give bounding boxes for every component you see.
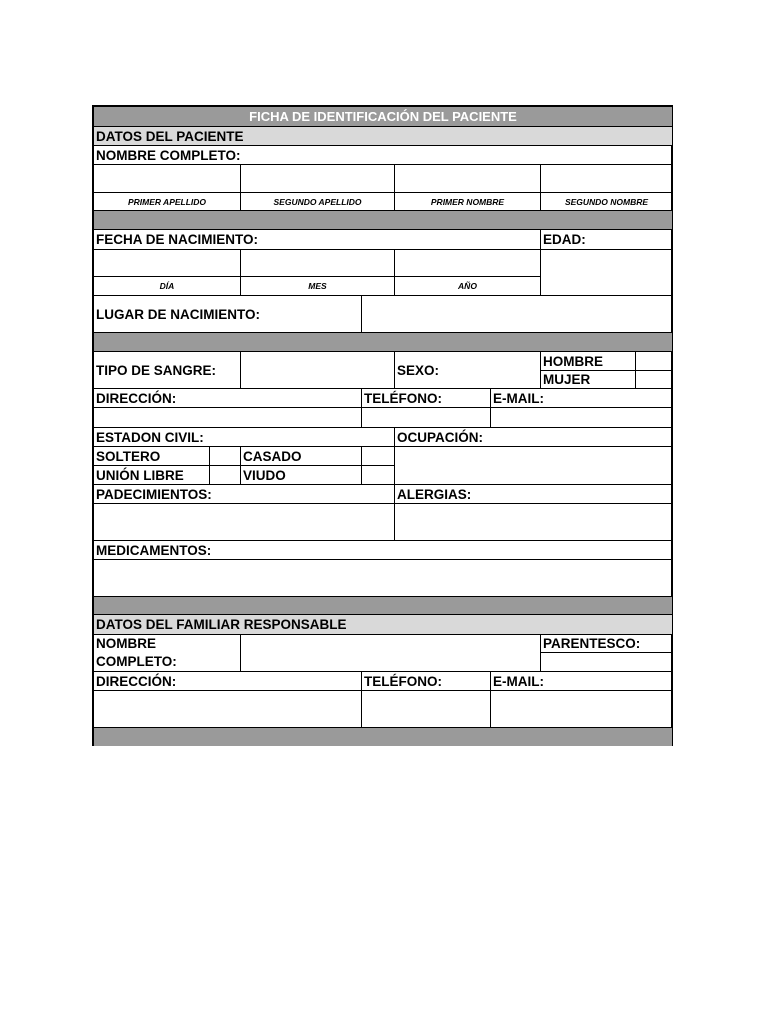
year-caption: AÑO	[395, 277, 541, 296]
full-name-label: NOMBRE COMPLETO:	[94, 146, 673, 165]
civil-option-married: CASADO	[241, 447, 362, 466]
civil-status-label: ESTADON CIVIL:	[94, 428, 395, 447]
married-checkbox[interactable]	[362, 447, 395, 466]
family-address-field[interactable]	[94, 691, 362, 728]
second-surname-caption: SEGUNDO APELLIDO	[241, 193, 395, 211]
family-phone-field[interactable]	[362, 691, 491, 728]
birth-date-label: FECHA DE NACIMIENTO:	[94, 230, 541, 250]
second-name-field[interactable]	[541, 165, 673, 193]
sex-label: SEXO:	[395, 352, 541, 389]
separator-band	[94, 211, 673, 230]
occupation-label: OCUPACIÓN:	[395, 428, 673, 447]
first-surname-field[interactable]	[94, 165, 241, 193]
medications-field[interactable]	[94, 560, 673, 597]
first-name-field[interactable]	[395, 165, 541, 193]
free-union-checkbox[interactable]	[210, 466, 241, 485]
day-field[interactable]	[94, 250, 241, 277]
age-field[interactable]	[541, 250, 673, 296]
family-phone-label: TELÉFONO:	[362, 672, 491, 691]
blood-type-label: TIPO DE SANGRE:	[94, 352, 241, 389]
first-name-caption: PRIMER NOMBRE	[395, 193, 541, 211]
family-email-label: E-MAIL:	[491, 672, 673, 691]
conditions-field[interactable]	[94, 504, 395, 541]
birth-place-field[interactable]	[362, 296, 673, 333]
family-address-label: DIRECCIÓN:	[94, 672, 362, 691]
single-checkbox[interactable]	[210, 447, 241, 466]
civil-option-widowed: VIUDO	[241, 466, 362, 485]
family-name-field[interactable]	[241, 635, 541, 672]
medications-label: MEDICAMENTOS:	[94, 541, 673, 560]
allergies-label: ALERGIAS:	[395, 485, 673, 504]
family-name-label: NOMBRE COMPLETO:	[94, 635, 241, 672]
day-caption: DÍA	[94, 277, 241, 296]
month-caption: MES	[241, 277, 395, 296]
footer-band	[94, 728, 673, 746]
relationship-field[interactable]	[541, 653, 673, 672]
allergies-field[interactable]	[395, 504, 673, 541]
family-section-header: DATOS DEL FAMILIAR RESPONSABLE	[94, 615, 673, 635]
patient-form	[92, 105, 673, 746]
month-field[interactable]	[241, 250, 395, 277]
birth-place-label: LUGAR DE NACIMIENTO:	[94, 296, 362, 333]
phone-field[interactable]	[362, 408, 491, 428]
occupation-field[interactable]	[395, 447, 673, 485]
email-field[interactable]	[491, 408, 673, 428]
second-surname-field[interactable]	[241, 165, 395, 193]
sex-option-female: MUJER	[541, 371, 636, 389]
blood-type-field[interactable]	[241, 352, 395, 389]
year-field[interactable]	[395, 250, 541, 277]
widowed-checkbox[interactable]	[362, 466, 395, 485]
family-email-field[interactable]	[491, 691, 673, 728]
civil-option-free-union: UNIÓN LIBRE	[94, 466, 210, 485]
conditions-label: PADECIMIENTOS:	[94, 485, 395, 504]
email-label: E-MAIL:	[491, 389, 673, 408]
second-name-caption: SEGUNDO NOMBRE	[541, 193, 673, 211]
relationship-label: PARENTESCO:	[541, 635, 673, 653]
address-label: DIRECCIÓN:	[94, 389, 362, 408]
sex-option-male: HOMBRE	[541, 352, 636, 371]
form-title: FICHA DE IDENTIFICACIÓN DEL PACIENTE	[94, 107, 673, 127]
male-checkbox[interactable]	[636, 352, 673, 371]
separator-band	[94, 333, 673, 352]
phone-label: TELÉFONO:	[362, 389, 491, 408]
age-label: EDAD:	[541, 230, 673, 250]
separator-band	[94, 597, 673, 615]
civil-option-single: SOLTERO	[94, 447, 210, 466]
address-field[interactable]	[94, 408, 362, 428]
patient-section-header: DATOS DEL PACIENTE	[94, 127, 673, 146]
first-surname-caption: PRIMER APELLIDO	[94, 193, 241, 211]
female-checkbox[interactable]	[636, 371, 673, 389]
